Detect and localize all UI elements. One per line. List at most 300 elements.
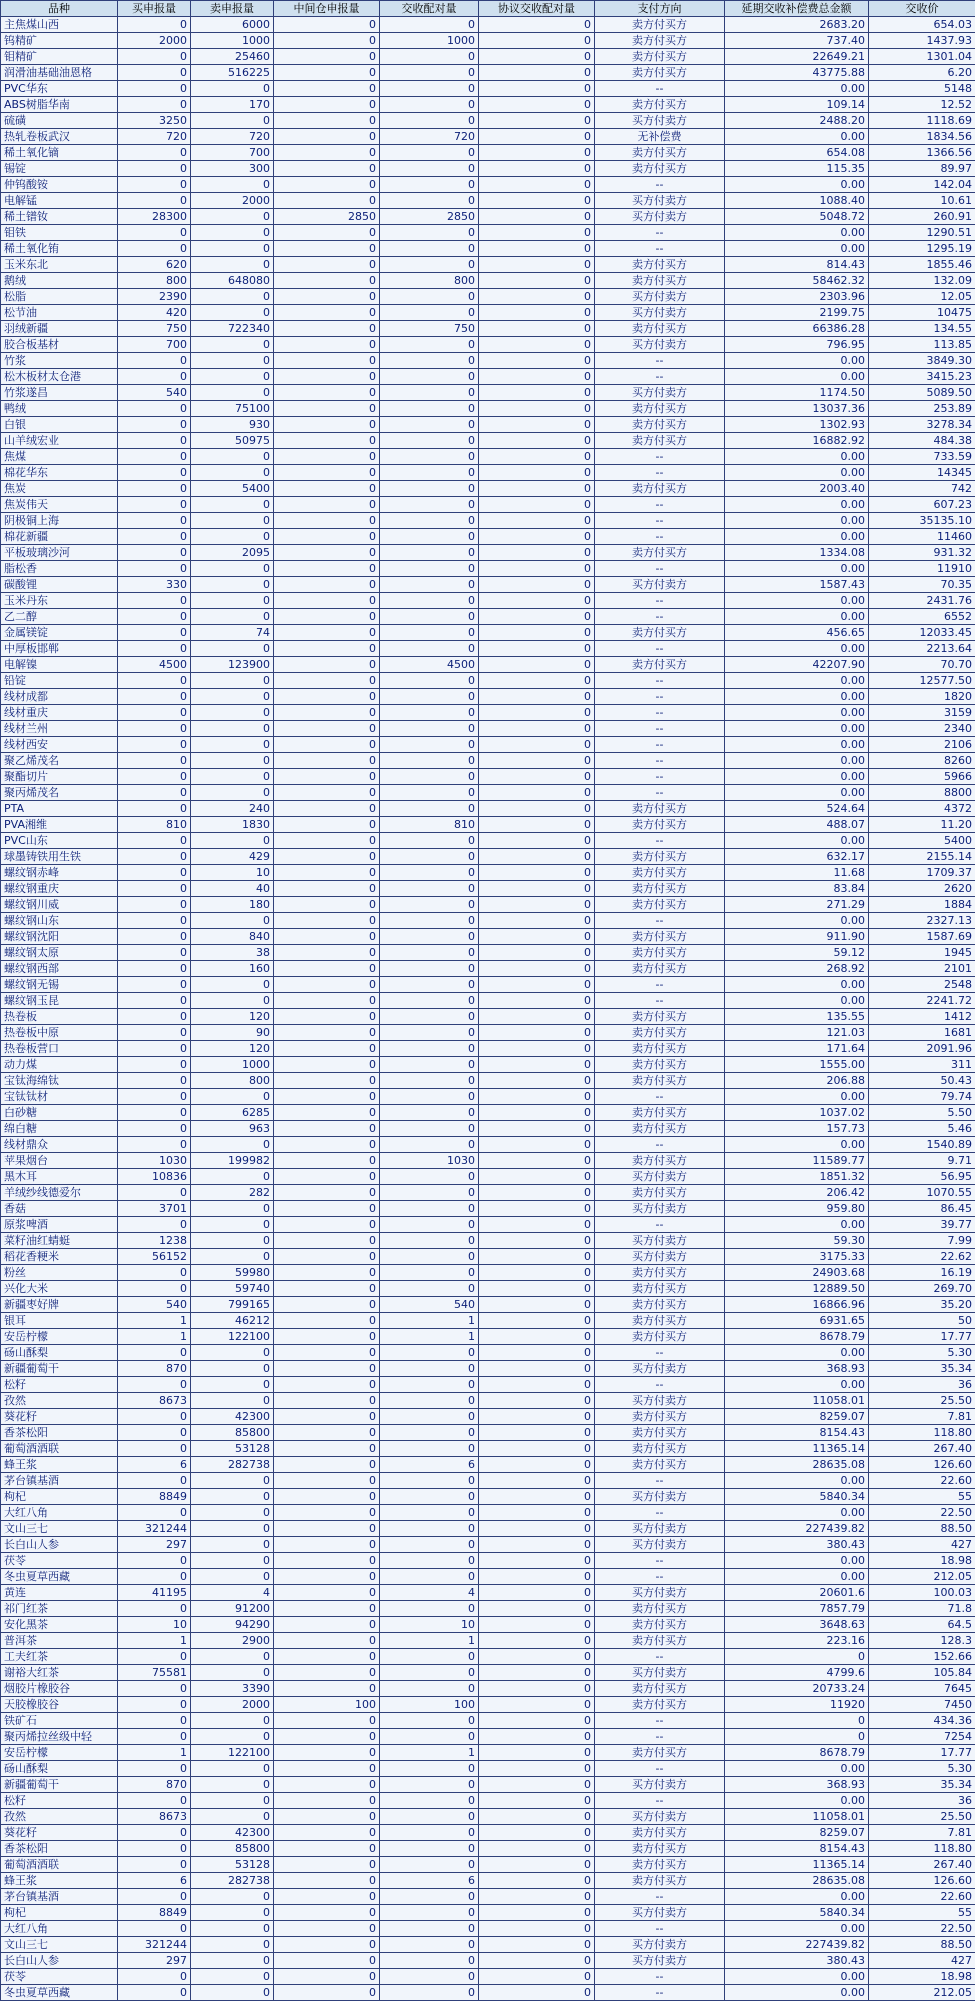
sell-declared-cell: 0 bbox=[191, 993, 274, 1009]
sell-declared-cell: 429 bbox=[191, 849, 274, 865]
agreement-matched-cell: 0 bbox=[479, 49, 595, 65]
compensation-total-cell: 4799.6 bbox=[725, 1665, 869, 1681]
sell-declared-cell: 94290 bbox=[191, 1617, 274, 1633]
agreement-matched-cell: 0 bbox=[479, 1249, 595, 1265]
intermediate-declared-cell: 0 bbox=[274, 1761, 380, 1777]
payment-direction-cell: 卖方付买方 bbox=[595, 1681, 725, 1697]
compensation-total-cell: 0.00 bbox=[725, 721, 869, 737]
agreement-matched-cell: 0 bbox=[479, 433, 595, 449]
sell-declared-cell: 1000 bbox=[191, 33, 274, 49]
table-row bbox=[1, 753, 975, 769]
buy-declared-cell: 0 bbox=[118, 1505, 191, 1521]
delivery-matched-cell: 0 bbox=[380, 721, 479, 737]
delivery-price-cell: 212.05 bbox=[869, 1569, 975, 1585]
sell-declared-cell: 0 bbox=[191, 1361, 274, 1377]
buy-declared-cell: 0 bbox=[118, 353, 191, 369]
table-row bbox=[1, 1393, 975, 1409]
sell-declared-cell: 0 bbox=[191, 561, 274, 577]
agreement-matched-cell: 0 bbox=[479, 113, 595, 129]
product-cell: 大红八角 bbox=[1, 1921, 118, 1937]
sell-declared-cell: 720 bbox=[191, 129, 274, 145]
intermediate-declared-cell: 0 bbox=[274, 113, 380, 129]
agreement-matched-cell: 0 bbox=[479, 1297, 595, 1313]
sell-declared-cell: 2900 bbox=[191, 1633, 274, 1649]
delivery-matched-cell: 0 bbox=[380, 1089, 479, 1105]
agreement-matched-cell: 0 bbox=[479, 609, 595, 625]
delivery-matched-cell: 0 bbox=[380, 1649, 479, 1665]
intermediate-declared-cell: 0 bbox=[274, 1489, 380, 1505]
delivery-matched-cell: 0 bbox=[380, 49, 479, 65]
intermediate-declared-cell: 0 bbox=[274, 1985, 380, 2001]
payment-direction-cell: 买方付卖方 bbox=[595, 1937, 725, 1953]
sell-declared-cell: 123900 bbox=[191, 657, 274, 673]
buy-declared-cell: 3701 bbox=[118, 1201, 191, 1217]
agreement-matched-cell: 0 bbox=[479, 33, 595, 49]
delivery-matched-cell: 0 bbox=[380, 561, 479, 577]
delivery-price-cell: 7.99 bbox=[869, 1233, 975, 1249]
payment-direction-cell: 卖方付买方 bbox=[595, 65, 725, 81]
intermediate-declared-cell: 0 bbox=[274, 1201, 380, 1217]
sell-declared-cell: 0 bbox=[191, 113, 274, 129]
table-row bbox=[1, 321, 975, 337]
agreement-matched-cell: 0 bbox=[479, 1265, 595, 1281]
intermediate-declared-cell: 0 bbox=[274, 753, 380, 769]
compensation-total-cell: 0.00 bbox=[725, 129, 869, 145]
delivery-price-cell: 22.62 bbox=[869, 1249, 975, 1265]
table-row bbox=[1, 273, 975, 289]
delivery-matched-cell: 1 bbox=[380, 1633, 479, 1649]
table-row bbox=[1, 353, 975, 369]
compensation-total-cell: 380.43 bbox=[725, 1953, 869, 1969]
sell-declared-cell: 0 bbox=[191, 1569, 274, 1585]
sell-declared-cell: 85800 bbox=[191, 1841, 274, 1857]
product-cell: 冬虫夏草西藏 bbox=[1, 1985, 118, 2001]
agreement-matched-cell: 0 bbox=[479, 1601, 595, 1617]
product-cell: 大红八角 bbox=[1, 1505, 118, 1521]
table-row bbox=[1, 1777, 975, 1793]
agreement-matched-cell: 0 bbox=[479, 1857, 595, 1873]
product-cell: 螺纹钢山东 bbox=[1, 913, 118, 929]
product-cell: 热卷板营口 bbox=[1, 1041, 118, 1057]
table-row bbox=[1, 657, 975, 673]
product-cell: 羽绒新疆 bbox=[1, 321, 118, 337]
agreement-matched-cell: 0 bbox=[479, 785, 595, 801]
product-cell: 祁门红茶 bbox=[1, 1601, 118, 1617]
delivery-price-cell: 88.50 bbox=[869, 1521, 975, 1537]
table-row bbox=[1, 609, 975, 625]
buy-declared-cell: 800 bbox=[118, 273, 191, 289]
sell-declared-cell: 930 bbox=[191, 417, 274, 433]
table-row bbox=[1, 1025, 975, 1041]
payment-direction-cell: 买方付卖方 bbox=[595, 1489, 725, 1505]
sell-declared-cell: 122100 bbox=[191, 1745, 274, 1761]
intermediate-declared-cell: 0 bbox=[274, 673, 380, 689]
product-cell: 聚丙烯茂名 bbox=[1, 785, 118, 801]
compensation-total-cell: 524.64 bbox=[725, 801, 869, 817]
table-row bbox=[1, 1793, 975, 1809]
buy-declared-cell: 0 bbox=[118, 641, 191, 657]
buy-declared-cell: 10 bbox=[118, 1617, 191, 1633]
buy-declared-cell: 0 bbox=[118, 721, 191, 737]
buy-declared-cell: 0 bbox=[118, 929, 191, 945]
product-cell: 烟胶片橡胶谷 bbox=[1, 1681, 118, 1697]
agreement-matched-cell: 0 bbox=[479, 305, 595, 321]
sell-declared-cell: 0 bbox=[191, 385, 274, 401]
buy-declared-cell: 1238 bbox=[118, 1233, 191, 1249]
payment-direction-cell: 买方付卖方 bbox=[595, 1361, 725, 1377]
sell-declared-cell: 0 bbox=[191, 337, 274, 353]
table-row bbox=[1, 1457, 975, 1473]
compensation-total-cell: 0.00 bbox=[725, 241, 869, 257]
agreement-matched-cell: 0 bbox=[479, 401, 595, 417]
product-cell: 新疆葡萄干 bbox=[1, 1361, 118, 1377]
product-cell: 螺纹钢重庆 bbox=[1, 881, 118, 897]
compensation-total-cell: 11365.14 bbox=[725, 1441, 869, 1457]
delivery-price-cell: 5.30 bbox=[869, 1761, 975, 1777]
payment-direction-cell: -- bbox=[595, 561, 725, 577]
delivery-matched-cell: 0 bbox=[380, 1601, 479, 1617]
intermediate-declared-cell: 0 bbox=[274, 1393, 380, 1409]
intermediate-declared-cell: 0 bbox=[274, 833, 380, 849]
payment-direction-cell: 卖方付买方 bbox=[595, 433, 725, 449]
buy-declared-cell: 540 bbox=[118, 1297, 191, 1313]
product-cell: 锡锭 bbox=[1, 161, 118, 177]
compensation-total-cell: 66386.28 bbox=[725, 321, 869, 337]
compensation-total-cell: 58462.32 bbox=[725, 273, 869, 289]
delivery-price-cell: 126.60 bbox=[869, 1457, 975, 1473]
table-row bbox=[1, 385, 975, 401]
intermediate-declared-cell: 0 bbox=[274, 513, 380, 529]
sell-declared-cell: 0 bbox=[191, 1777, 274, 1793]
compensation-total-cell: 2199.75 bbox=[725, 305, 869, 321]
delivery-price-cell: 142.04 bbox=[869, 177, 975, 193]
compensation-total-cell: 16882.92 bbox=[725, 433, 869, 449]
intermediate-declared-cell: 100 bbox=[274, 1697, 380, 1713]
table-row bbox=[1, 257, 975, 273]
table-row bbox=[1, 465, 975, 481]
buy-declared-cell: 0 bbox=[118, 1825, 191, 1841]
delivery-matched-cell: 0 bbox=[380, 1825, 479, 1841]
sell-declared-cell: 0 bbox=[191, 705, 274, 721]
intermediate-declared-cell: 0 bbox=[274, 1073, 380, 1089]
compensation-total-cell: 1088.40 bbox=[725, 193, 869, 209]
agreement-matched-cell: 0 bbox=[479, 81, 595, 97]
product-cell: 原浆啤酒 bbox=[1, 1217, 118, 1233]
buy-declared-cell: 620 bbox=[118, 257, 191, 273]
sell-declared-cell: 25460 bbox=[191, 49, 274, 65]
table-row bbox=[1, 417, 975, 433]
intermediate-declared-cell: 0 bbox=[274, 1409, 380, 1425]
delivery-price-cell: 1412 bbox=[869, 1009, 975, 1025]
delivery-price-cell: 18.98 bbox=[869, 1553, 975, 1569]
compensation-total-cell: 59.12 bbox=[725, 945, 869, 961]
compensation-total-cell: 1587.43 bbox=[725, 577, 869, 593]
delivery-price-cell: 1709.37 bbox=[869, 865, 975, 881]
payment-direction-cell: 买方付卖方 bbox=[595, 1233, 725, 1249]
intermediate-declared-cell: 0 bbox=[274, 1953, 380, 1969]
buy-declared-cell: 540 bbox=[118, 385, 191, 401]
intermediate-declared-cell: 0 bbox=[274, 1105, 380, 1121]
buy-declared-cell: 1 bbox=[118, 1329, 191, 1345]
compensation-total-cell: 0.00 bbox=[725, 833, 869, 849]
compensation-total-cell: 3175.33 bbox=[725, 1249, 869, 1265]
agreement-matched-cell: 0 bbox=[479, 1809, 595, 1825]
agreement-matched-cell: 0 bbox=[479, 849, 595, 865]
sell-declared-cell: 53128 bbox=[191, 1441, 274, 1457]
product-cell: 蜂王浆 bbox=[1, 1457, 118, 1473]
payment-direction-cell: 卖方付买方 bbox=[595, 1025, 725, 1041]
table-row bbox=[1, 1169, 975, 1185]
payment-direction-cell: -- bbox=[595, 1969, 725, 1985]
sell-declared-cell: 0 bbox=[191, 1201, 274, 1217]
intermediate-declared-cell: 0 bbox=[274, 1025, 380, 1041]
payment-direction-cell: -- bbox=[595, 1505, 725, 1521]
product-cell: 松籽 bbox=[1, 1377, 118, 1393]
buy-declared-cell: 0 bbox=[118, 945, 191, 961]
agreement-matched-cell: 0 bbox=[479, 1457, 595, 1473]
delivery-matched-cell: 0 bbox=[380, 897, 479, 913]
buy-declared-cell: 1 bbox=[118, 1745, 191, 1761]
intermediate-declared-cell: 0 bbox=[274, 1377, 380, 1393]
table-row bbox=[1, 817, 975, 833]
intermediate-declared-cell: 0 bbox=[274, 1313, 380, 1329]
payment-direction-cell: 卖方付买方 bbox=[595, 1633, 725, 1649]
sell-declared-cell: 42300 bbox=[191, 1409, 274, 1425]
buy-declared-cell: 0 bbox=[118, 1921, 191, 1937]
payment-direction-cell: 卖方付买方 bbox=[595, 849, 725, 865]
table-row bbox=[1, 177, 975, 193]
agreement-matched-cell: 0 bbox=[479, 1281, 595, 1297]
product-cell: 菜籽油红蜻蜓 bbox=[1, 1233, 118, 1249]
sell-declared-cell: 0 bbox=[191, 529, 274, 545]
buy-declared-cell: 0 bbox=[118, 769, 191, 785]
agreement-matched-cell: 0 bbox=[479, 129, 595, 145]
intermediate-declared-cell: 0 bbox=[274, 1665, 380, 1681]
intermediate-declared-cell: 0 bbox=[274, 1617, 380, 1633]
delivery-price-cell: 5966 bbox=[869, 769, 975, 785]
compensation-total-cell: 0.00 bbox=[725, 225, 869, 241]
product-cell: 普洱茶 bbox=[1, 1633, 118, 1649]
delivery-matched-cell: 0 bbox=[380, 401, 479, 417]
sell-declared-cell: 0 bbox=[191, 977, 274, 993]
agreement-matched-cell: 0 bbox=[479, 1649, 595, 1665]
buy-declared-cell: 0 bbox=[118, 1185, 191, 1201]
intermediate-declared-cell: 0 bbox=[274, 353, 380, 369]
buy-declared-cell: 0 bbox=[118, 1009, 191, 1025]
intermediate-declared-cell: 0 bbox=[274, 1873, 380, 1889]
agreement-matched-cell: 0 bbox=[479, 1585, 595, 1601]
sell-declared-cell: 50975 bbox=[191, 433, 274, 449]
table-row bbox=[1, 1857, 975, 1873]
compensation-total-cell: 0.00 bbox=[725, 449, 869, 465]
intermediate-declared-cell: 0 bbox=[274, 161, 380, 177]
payment-direction-cell: -- bbox=[595, 593, 725, 609]
payment-direction-cell: 买方付卖方 bbox=[595, 577, 725, 593]
buy-declared-cell: 0 bbox=[118, 1217, 191, 1233]
compensation-total-cell: 43775.88 bbox=[725, 65, 869, 81]
intermediate-declared-cell: 0 bbox=[274, 1185, 380, 1201]
compensation-total-cell: 0.00 bbox=[725, 641, 869, 657]
product-cell: 砀山酥梨 bbox=[1, 1345, 118, 1361]
delivery-price-cell: 10475 bbox=[869, 305, 975, 321]
table-row bbox=[1, 1185, 975, 1201]
table-row bbox=[1, 1297, 975, 1313]
intermediate-declared-cell: 0 bbox=[274, 1137, 380, 1153]
buy-declared-cell: 0 bbox=[118, 1121, 191, 1137]
compensation-total-cell: 2683.20 bbox=[725, 17, 869, 33]
product-cell: 焦炭 bbox=[1, 481, 118, 497]
delivery-price-cell: 7254 bbox=[869, 1729, 975, 1745]
agreement-matched-cell: 0 bbox=[479, 1393, 595, 1409]
product-cell: 谢裕大红茶 bbox=[1, 1665, 118, 1681]
delivery-matched-cell: 0 bbox=[380, 1345, 479, 1361]
intermediate-declared-cell: 0 bbox=[274, 1809, 380, 1825]
intermediate-declared-cell: 0 bbox=[274, 849, 380, 865]
buy-declared-cell: 6 bbox=[118, 1873, 191, 1889]
intermediate-declared-cell: 0 bbox=[274, 993, 380, 1009]
table-row bbox=[1, 161, 975, 177]
buy-declared-cell: 0 bbox=[118, 801, 191, 817]
product-cell: 茯苓 bbox=[1, 1553, 118, 1569]
product-cell: 乙二醇 bbox=[1, 609, 118, 625]
buy-declared-cell: 0 bbox=[118, 881, 191, 897]
payment-direction-cell: 买方付卖方 bbox=[595, 1521, 725, 1537]
agreement-matched-cell: 0 bbox=[479, 1041, 595, 1057]
delivery-price-cell: 6552 bbox=[869, 609, 975, 625]
delivery-price-cell: 14345 bbox=[869, 465, 975, 481]
delivery-matched-cell: 0 bbox=[380, 689, 479, 705]
compensation-total-cell: 171.64 bbox=[725, 1041, 869, 1057]
delivery-price-cell: 2241.72 bbox=[869, 993, 975, 1009]
payment-direction-cell: 买方付卖方 bbox=[595, 1393, 725, 1409]
compensation-total-cell: 0.00 bbox=[725, 1889, 869, 1905]
delivery-price-cell: 8800 bbox=[869, 785, 975, 801]
agreement-matched-cell: 0 bbox=[479, 1345, 595, 1361]
product-cell: 羊绒纱线德爱尔 bbox=[1, 1185, 118, 1201]
delivery-matched-cell: 0 bbox=[380, 1537, 479, 1553]
buy-declared-cell: 0 bbox=[118, 1345, 191, 1361]
delivery-matched-cell: 0 bbox=[380, 1393, 479, 1409]
sell-declared-cell: 282 bbox=[191, 1185, 274, 1201]
agreement-matched-cell: 0 bbox=[479, 497, 595, 513]
delivery-price-cell: 6.20 bbox=[869, 65, 975, 81]
intermediate-declared-cell: 0 bbox=[274, 593, 380, 609]
product-cell: 热卷板中原 bbox=[1, 1025, 118, 1041]
payment-direction-cell: -- bbox=[595, 1345, 725, 1361]
compensation-total-cell: 0.00 bbox=[725, 1969, 869, 1985]
delivery-matched-cell: 0 bbox=[380, 1665, 479, 1681]
product-cell: 稻花香粳米 bbox=[1, 1249, 118, 1265]
delivery-matched-cell: 0 bbox=[380, 593, 479, 609]
buy-declared-cell: 0 bbox=[118, 1409, 191, 1425]
compensation-total-cell: 1037.02 bbox=[725, 1105, 869, 1121]
intermediate-declared-cell: 0 bbox=[274, 1057, 380, 1073]
delivery-matched-cell: 0 bbox=[380, 1025, 479, 1041]
agreement-matched-cell: 0 bbox=[479, 1937, 595, 1953]
table-row bbox=[1, 305, 975, 321]
delivery-price-cell: 311 bbox=[869, 1057, 975, 1073]
payment-direction-cell: 卖方付买方 bbox=[595, 161, 725, 177]
agreement-matched-cell: 0 bbox=[479, 1825, 595, 1841]
product-cell: 孜然 bbox=[1, 1809, 118, 1825]
buy-declared-cell: 0 bbox=[118, 497, 191, 513]
compensation-total-cell: 115.35 bbox=[725, 161, 869, 177]
intermediate-declared-cell: 0 bbox=[274, 33, 380, 49]
delivery-matched-cell: 0 bbox=[380, 929, 479, 945]
agreement-matched-cell: 0 bbox=[479, 833, 595, 849]
intermediate-declared-cell: 0 bbox=[274, 385, 380, 401]
delivery-price-cell: 11910 bbox=[869, 561, 975, 577]
product-cell: 葡萄酒酒联 bbox=[1, 1857, 118, 1873]
table-row bbox=[1, 1425, 975, 1441]
compensation-total-cell: 0.00 bbox=[725, 81, 869, 97]
sell-declared-cell: 1830 bbox=[191, 817, 274, 833]
intermediate-declared-cell: 0 bbox=[274, 433, 380, 449]
product-cell: 长白山人参 bbox=[1, 1537, 118, 1553]
sell-declared-cell: 0 bbox=[191, 225, 274, 241]
delivery-price-cell: 5.50 bbox=[869, 1105, 975, 1121]
delivery-price-cell: 10.61 bbox=[869, 193, 975, 209]
payment-direction-cell: -- bbox=[595, 81, 725, 97]
delivery-price-cell: 931.32 bbox=[869, 545, 975, 561]
product-cell: 苹果烟台 bbox=[1, 1153, 118, 1169]
product-cell: 安岳柠檬 bbox=[1, 1745, 118, 1761]
product-cell: 葵花籽 bbox=[1, 1825, 118, 1841]
delivery-price-cell: 3278.34 bbox=[869, 417, 975, 433]
compensation-total-cell: 0.00 bbox=[725, 1137, 869, 1153]
payment-direction-cell: 买方付卖方 bbox=[595, 1169, 725, 1185]
delivery-price-cell: 11.20 bbox=[869, 817, 975, 833]
payment-direction-cell: -- bbox=[595, 1649, 725, 1665]
agreement-matched-cell: 0 bbox=[479, 1153, 595, 1169]
product-cell: 白银 bbox=[1, 417, 118, 433]
delivery-price-cell: 128.3 bbox=[869, 1633, 975, 1649]
product-cell: PVA湘维 bbox=[1, 817, 118, 833]
agreement-matched-cell: 0 bbox=[479, 1361, 595, 1377]
sell-declared-cell: 0 bbox=[191, 1649, 274, 1665]
product-cell: 松脂 bbox=[1, 289, 118, 305]
sell-declared-cell: 0 bbox=[191, 785, 274, 801]
agreement-matched-cell: 0 bbox=[479, 257, 595, 273]
agreement-matched-cell: 0 bbox=[479, 529, 595, 545]
intermediate-declared-cell: 0 bbox=[274, 881, 380, 897]
sell-declared-cell: 0 bbox=[191, 1377, 274, 1393]
delivery-price-cell: 267.40 bbox=[869, 1441, 975, 1457]
product-cell: 枸杞 bbox=[1, 1489, 118, 1505]
delivery-matched-cell: 0 bbox=[380, 241, 479, 257]
buy-declared-cell: 0 bbox=[118, 49, 191, 65]
table-row bbox=[1, 337, 975, 353]
delivery-matched-cell: 0 bbox=[380, 1521, 479, 1537]
table-row bbox=[1, 737, 975, 753]
table-row bbox=[1, 849, 975, 865]
compensation-total-cell: 227439.82 bbox=[725, 1937, 869, 1953]
sell-declared-cell: 0 bbox=[191, 689, 274, 705]
delivery-price-cell: 269.70 bbox=[869, 1281, 975, 1297]
delivery-price-cell: 100.03 bbox=[869, 1585, 975, 1601]
sell-declared-cell: 0 bbox=[191, 241, 274, 257]
sell-declared-cell: 648080 bbox=[191, 273, 274, 289]
product-cell: 螺纹钢川威 bbox=[1, 897, 118, 913]
product-cell: 茯苓 bbox=[1, 1969, 118, 1985]
payment-direction-cell: -- bbox=[595, 449, 725, 465]
compensation-total-cell: 0.00 bbox=[725, 609, 869, 625]
table-row bbox=[1, 1585, 975, 1601]
product-cell: 焦炭伟天 bbox=[1, 497, 118, 513]
sell-declared-cell: 800 bbox=[191, 1073, 274, 1089]
agreement-matched-cell: 0 bbox=[479, 1409, 595, 1425]
compensation-total-cell: 6931.65 bbox=[725, 1313, 869, 1329]
